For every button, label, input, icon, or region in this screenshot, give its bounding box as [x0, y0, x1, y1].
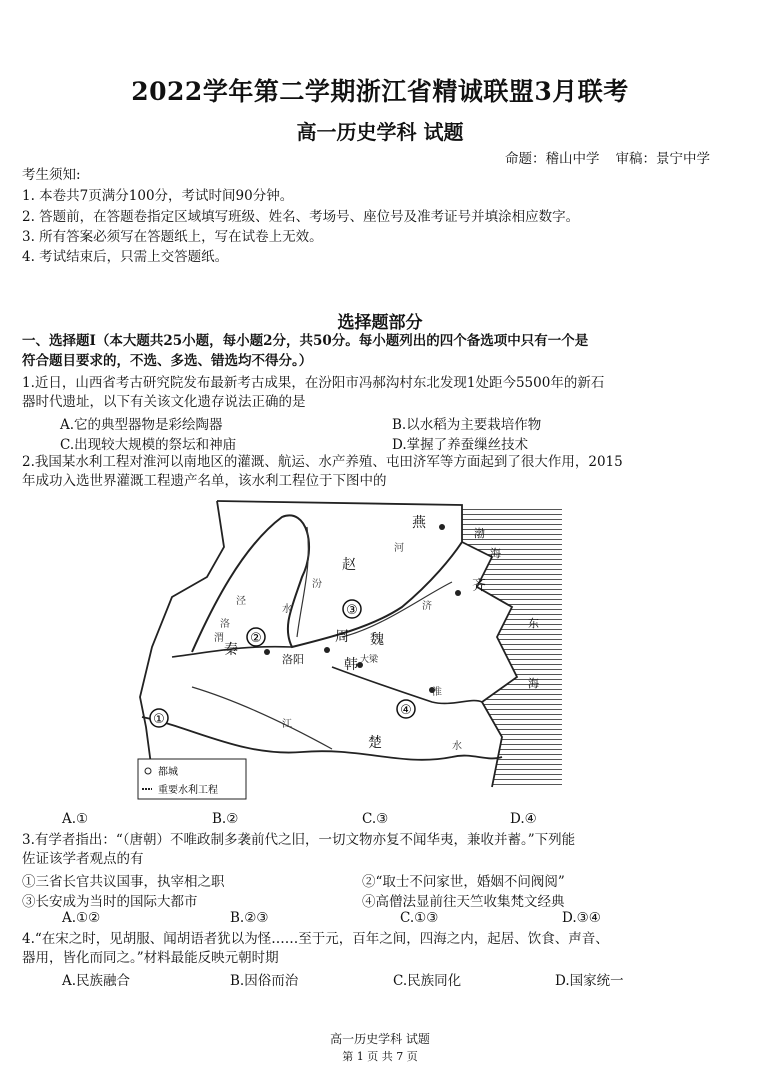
question-3-statement: ④高僧法显前往天竺收集梵文经典: [362, 894, 565, 910]
svg-text:重要水利工程: 重要水利工程: [158, 785, 218, 796]
question-2-option-a: A.①: [62, 811, 89, 827]
question-2-option-d: D.④: [510, 811, 537, 827]
question-3-option-c: C.①③: [400, 910, 439, 926]
question-1-option-d: D.掌握了养蚕缫丝技术: [392, 437, 529, 453]
author: 命题：稽山中学: [505, 151, 600, 167]
region-qin: 秦: [224, 642, 238, 658]
warring-states-map: [132, 487, 562, 803]
section-instruction: 一、选择题Ⅰ（本大题共25小题，每小题2分，共50分。每小题列出的四个备选项中只有一个是: [22, 333, 589, 349]
question-3-option-d: D.③④: [562, 910, 601, 926]
capital-dot: [264, 649, 270, 655]
exam-subtitle: 高一历史学科 试题: [296, 120, 464, 144]
marker-1: [150, 709, 168, 727]
section-instruction: 符合题目要求的，不选、多选、错选均不得分。）: [22, 353, 313, 369]
river-label: 水: [282, 604, 292, 615]
question-1-option-a: A.它的典型器物是彩绘陶器: [60, 417, 223, 433]
notice-item: 1. 本卷共7页满分100分，考试时间90分钟。: [22, 188, 294, 204]
river-label: 汾: [312, 579, 322, 590]
region-chu: 楚: [368, 735, 382, 751]
svg-text:②: ②: [250, 631, 262, 646]
marker-2: [247, 628, 265, 646]
notice-item: 3. 所有答案必须写在答题纸上，写在试卷上无效。: [22, 229, 323, 245]
sea-label: 东: [528, 617, 539, 630]
river-label: 江: [282, 719, 292, 730]
sea-label: 海: [528, 677, 539, 690]
notice-heading: 考生须知:: [22, 167, 81, 183]
sea-label: 海: [490, 547, 501, 560]
question-4-option-d: D.国家统一: [555, 973, 624, 989]
region-zhao: 赵: [342, 557, 356, 573]
river-label: 济: [422, 601, 432, 612]
river-label: 河: [394, 543, 404, 554]
footer-page-number: 第 1 页 共 7 页: [342, 1050, 418, 1063]
question-3-option-b: B.②③: [230, 910, 269, 926]
svg-text:都城: 都城: [158, 767, 178, 778]
marker-3: [343, 600, 361, 618]
question-2-option-b: B.②: [212, 811, 239, 827]
question-3-statement: ②“取士不问家世，婚姻不问阀阅”: [362, 874, 565, 890]
credit-line: [489, 147, 710, 167]
question-2-text: 年成功入选世界灌溉工程遗产名单，该水利工程位于下图中的: [22, 473, 387, 489]
question-1-option-b: B.以水稻为主要栽培作物: [392, 417, 542, 433]
question-2-option-c: C.③: [362, 811, 389, 827]
question-3-text: 3.有学者指出：“（唐朝）不唯政制多袭前代之旧，一切文物亦复不闻华夷，兼收并蓄。”下列能: [22, 832, 576, 848]
region-qi: 齐: [472, 578, 486, 594]
question-3-text: 佐证该学者观点的有: [22, 851, 144, 867]
question-4-text: 器用，皆化而同之。”材料最能反映元朝时期: [22, 950, 279, 966]
region-han: 韩: [344, 657, 358, 673]
river-label: 淮: [432, 687, 442, 698]
question-1-option-c: C.出现较大规模的祭坛和神庙: [60, 437, 237, 453]
question-3-option-a: A.①②: [62, 910, 101, 926]
sea-label: 渤: [474, 527, 485, 540]
region-zhou: 周: [335, 629, 349, 645]
marker-4: [397, 700, 415, 718]
question-4-option-c: C.民族同化: [393, 973, 462, 989]
map-legend: [138, 759, 246, 799]
section-title: 选择题部分: [337, 313, 423, 333]
notice-item: 2. 答题前，在答题卷指定区域填写班级、姓名、考场号、座位号及准考证号并填涂相应数字。: [22, 209, 580, 225]
svg-text:③: ③: [346, 603, 358, 618]
svg-text:④: ④: [400, 703, 412, 718]
capital-dot: [324, 647, 330, 653]
region-wei: 魏: [370, 632, 384, 648]
capital-dot: [455, 590, 461, 596]
question-1-text: 1.近日，山西省考古研究院发布最新考古成果，在汾阳市冯郝沟村东北发现1处距今5500年的新石: [22, 375, 605, 391]
question-3-statement: ③长安成为当时的国际大都市: [22, 894, 198, 910]
question-4-option-b: B.因俗而治: [230, 973, 299, 989]
capital-dot: [439, 524, 445, 530]
question-3-statement: ①三省长官共议国事，执宰相之职: [22, 874, 225, 890]
river-label: 洛: [220, 619, 230, 630]
question-1-text: 器时代遗址，以下有关该文化遗存说法正确的是: [22, 394, 306, 410]
exam-title: 2022学年第二学期浙江省精诚联盟3月联考: [131, 77, 629, 106]
question-2-text: 2.我国某水利工程对淮河以南地区的灌溉、航运、水产养殖、屯田济军等方面起到了很大作用，2015: [22, 454, 623, 470]
river-label: 泾: [236, 596, 246, 607]
city-daliang: 大梁: [360, 655, 379, 665]
svg-text:①: ①: [153, 712, 165, 727]
notice-item: 4. 考试结束后，只需上交答题纸。: [22, 249, 229, 265]
question-4-option-a: A.民族融合: [62, 973, 131, 989]
river-label: 水: [452, 741, 462, 752]
city-luoyang: 洛阳: [282, 653, 304, 666]
river-label: 渭: [214, 633, 224, 644]
region-yan: 燕: [412, 515, 426, 531]
reviewer: 审稿：景宁中学: [615, 151, 710, 167]
question-4-text: 4.“在宋之时，见胡服、闻胡语者犹以为怪……至于元，百年之间，四海之内，起居、饮食、声音、: [22, 931, 609, 947]
footer-title: 高一历史学科 试题: [330, 1032, 430, 1046]
